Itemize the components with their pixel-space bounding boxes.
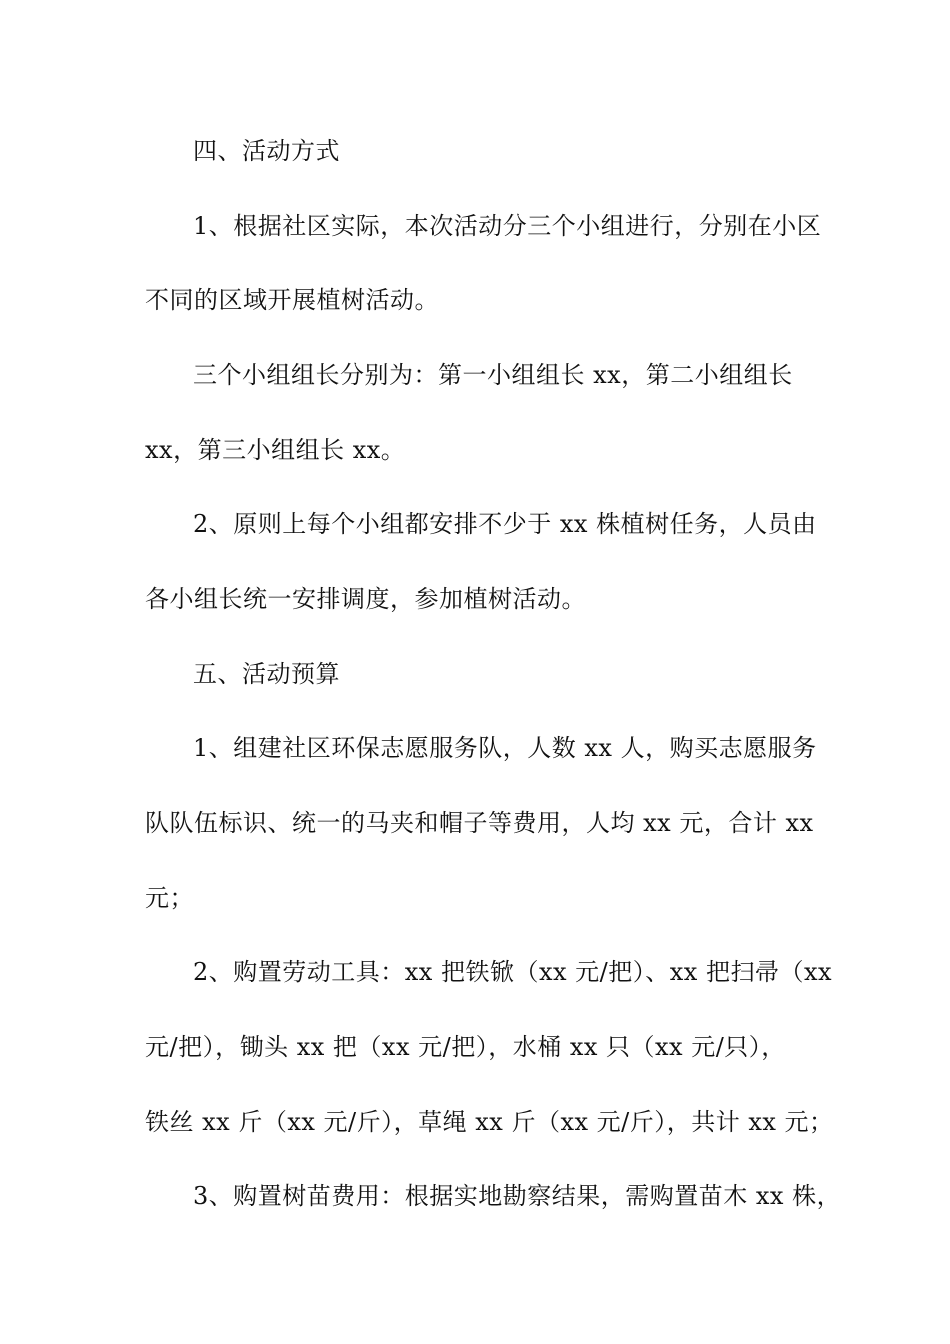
paragraph-line: 各小组长统一安排调度，参加植树活动。 [145,585,586,613]
section-heading-activity-method: 四、活动方式 [193,137,340,165]
paragraph-line: 1、组建社区环保志愿服务队，人数 xx 人，购买志愿服务 [193,734,817,762]
paragraph-line: xx，第三小组组长 xx。 [145,436,406,464]
paragraph-line: 元； [145,884,194,912]
paragraph-line: 3、购置树苗费用：根据实地勘察结果，需购置苗木 xx 株， [193,1182,842,1210]
paragraph-line: 铁丝 xx 斤（xx 元/斤），草绳 xx 斤（xx 元/斤），共计 xx 元； [145,1108,834,1136]
paragraph-line: 三个小组组长分别为：第一小组组长 xx，第二小组组长 [193,361,793,389]
paragraph-line: 1、根据社区实际，本次活动分三个小组进行，分别在小区 [193,212,822,240]
paragraph-line: 元/把），锄头 xx 把（xx 元/把），水桶 xx 只（xx 元/只）， [145,1033,786,1061]
paragraph-line: 2、原则上每个小组都安排不少于 xx 株植树任务，人员由 [193,510,817,538]
paragraph-line: 2、购置劳动工具：xx 把铁锨（xx 元/把）、xx 把扫帚（xx [193,958,833,986]
paragraph-line: 队队伍标识、统一的马夹和帽子等费用，人均 xx 元，合计 xx [145,809,814,837]
paragraph-line: 不同的区域开展植树活动。 [145,286,439,314]
section-heading-activity-budget: 五、活动预算 [193,660,340,688]
